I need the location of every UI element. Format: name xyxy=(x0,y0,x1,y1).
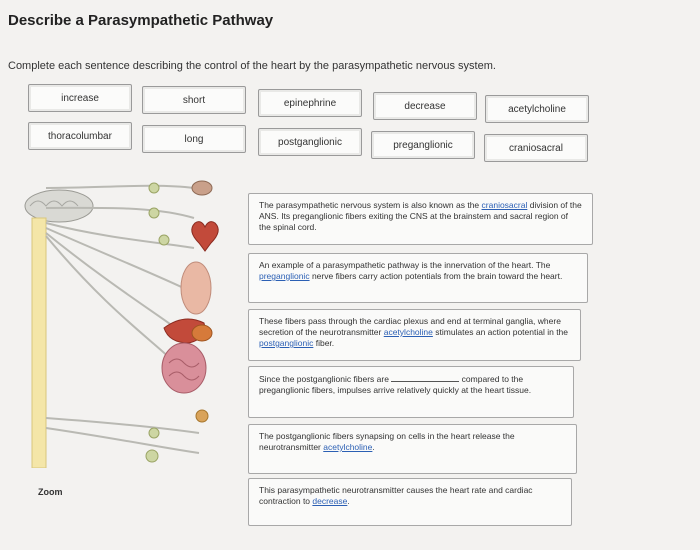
zoom-label[interactable]: Zoom xyxy=(38,487,63,497)
word-chip-thoracolumbar[interactable]: thoracolumbar xyxy=(28,122,132,150)
blank-drop-target[interactable] xyxy=(391,373,459,382)
answer-acetylcholine[interactable]: acetylcholine xyxy=(383,327,433,337)
intestines-icon xyxy=(162,343,206,393)
parasympathetic-diagram xyxy=(14,178,234,468)
word-chip-long[interactable]: long xyxy=(142,125,246,153)
word-chip-preganglionic[interactable]: preganglionic xyxy=(371,131,475,159)
answer-postganglionic[interactable]: postganglionic xyxy=(259,338,314,348)
answer-craniosacral[interactable]: craniosacral xyxy=(481,200,528,210)
sentence-box-1[interactable]: The parasympathetic nervous system is also known as the craniosacral division of the ANS. Its preganglionic fibers exiting the CNS at the brainstem and sacral region of the spinal cord. xyxy=(248,193,593,245)
page-title: Describe a Parasympathetic Pathway xyxy=(8,12,274,29)
stomach-icon xyxy=(192,325,212,341)
eye-icon xyxy=(192,181,212,195)
sentence-box-6[interactable]: This parasympathetic neurotransmitter causes the heart rate and cardiac contraction to decrease. xyxy=(248,478,572,526)
word-chip-epinephrine[interactable]: epinephrine xyxy=(258,89,362,117)
heart-icon xyxy=(192,222,218,251)
nervous-system-illustration xyxy=(14,178,234,468)
word-chip-craniosacral[interactable]: craniosacral xyxy=(484,134,588,162)
word-chip-decrease[interactable]: decrease xyxy=(373,92,477,120)
spinal-cord-icon xyxy=(32,218,46,468)
sentence-box-4[interactable]: Since the postganglionic fibers are compared to the preganglionic fibers, impulses arrive relatively quickly at the heart tissue. xyxy=(248,366,574,418)
word-chip-postganglionic[interactable]: postganglionic xyxy=(258,128,362,156)
sentence-box-2[interactable]: An example of a parasympathetic pathway is the innervation of the heart. The preganglionic nerve fibers carry action potentials from the brain toward the heart. xyxy=(248,253,588,303)
answer-acetylcholine-2[interactable]: acetylcholine xyxy=(323,442,373,452)
word-chip-acetylcholine[interactable]: acetylcholine xyxy=(485,95,589,123)
lung-icon xyxy=(181,262,211,314)
sentence-box-3[interactable]: These fibers pass through the cardiac plexus and end at terminal ganglia, where secretion of the neurotransmitter acetylcholine stimulates an action potential in the postganglionic fiber. xyxy=(248,309,581,361)
bladder-icon xyxy=(196,410,208,422)
instruction-text: Complete each sentence describing the control of the heart by the parasympathetic nervous system. xyxy=(8,60,496,72)
brain-icon xyxy=(25,190,93,222)
answer-decrease[interactable]: decrease xyxy=(312,496,348,506)
sentence-box-5[interactable]: The postganglionic fibers synapsing on cells in the heart release the neurotransmitter acetylcholine. xyxy=(248,424,577,474)
word-chip-short[interactable]: short xyxy=(142,86,246,114)
answer-preganglionic[interactable]: preganglionic xyxy=(259,271,310,281)
word-chip-increase[interactable]: increase xyxy=(28,84,132,112)
